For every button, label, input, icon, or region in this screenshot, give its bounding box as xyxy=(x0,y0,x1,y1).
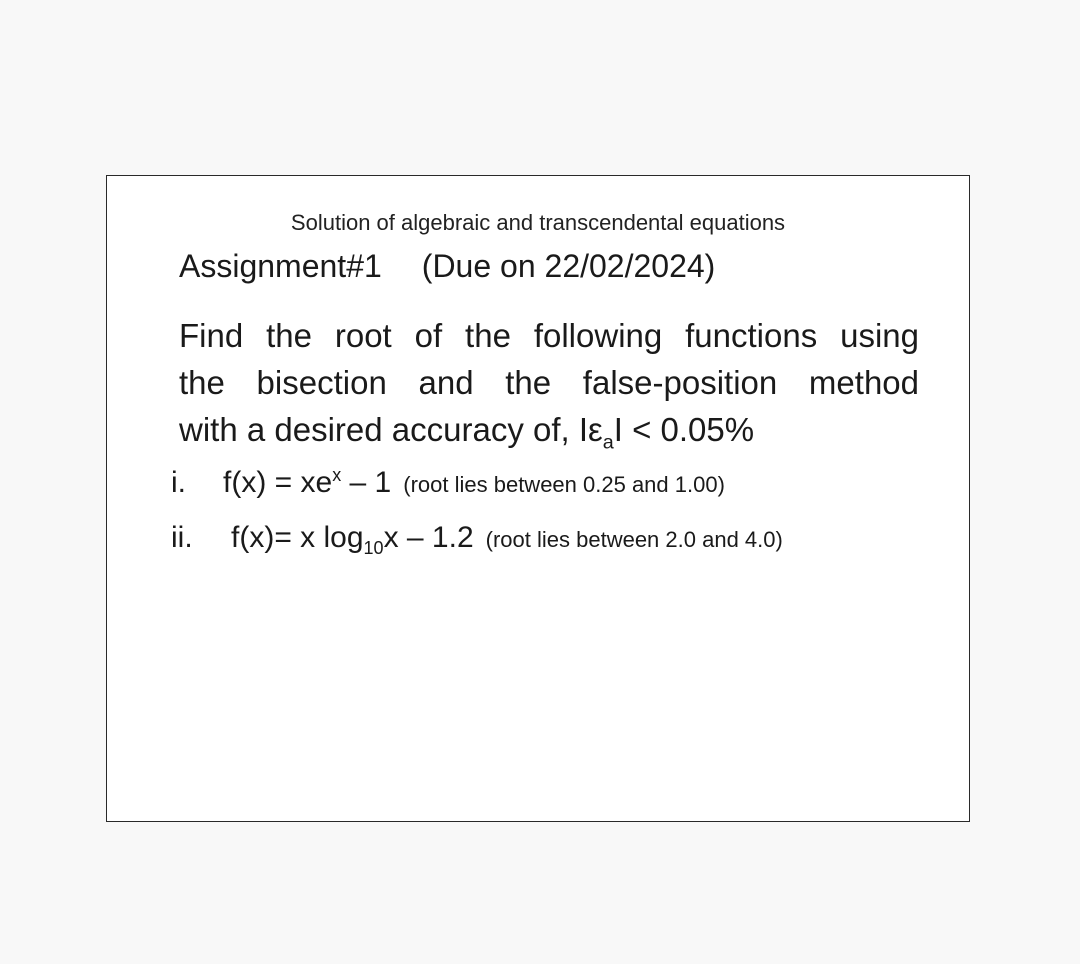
root-range: (root lies between 2.0 and 4.0) xyxy=(485,527,783,552)
accuracy-text: with a desired accuracy of, Iε xyxy=(179,411,603,448)
problem-number: i. xyxy=(171,466,186,499)
epsilon-subscript: a xyxy=(602,431,614,454)
topic-heading: Solution of algebraic and transcendental equations xyxy=(290,210,786,235)
log-base-subscript: 10 xyxy=(363,538,384,558)
instructions-paragraph xyxy=(179,312,919,453)
assignment-slide xyxy=(106,175,970,822)
problem-item-2 xyxy=(171,521,783,558)
assignment-title: Assignment#1 xyxy=(179,248,382,284)
problem-item-1 xyxy=(171,466,725,500)
function-suffix: x – 1.2 xyxy=(383,521,474,554)
root-range: (root lies between 0.25 and 1.00) xyxy=(403,472,725,497)
function-expression xyxy=(231,521,474,558)
function-prefix: f(x) = xe xyxy=(223,466,333,499)
instructions-line-1: Find the root of the following functions using xyxy=(179,317,919,354)
assignment-header xyxy=(179,248,715,285)
exponent: x xyxy=(332,465,342,485)
instructions-line-2: the bisection and the false-position method xyxy=(179,364,919,401)
accuracy-value: I < 0.05% xyxy=(613,411,755,448)
problem-number: ii. xyxy=(171,521,193,554)
function-prefix: f(x)= x log xyxy=(231,521,364,554)
instructions-line-3 xyxy=(179,406,919,453)
due-date: (Due on 22/02/2024) xyxy=(421,248,716,284)
function-expression xyxy=(223,466,391,499)
function-suffix: – 1 xyxy=(341,466,392,499)
